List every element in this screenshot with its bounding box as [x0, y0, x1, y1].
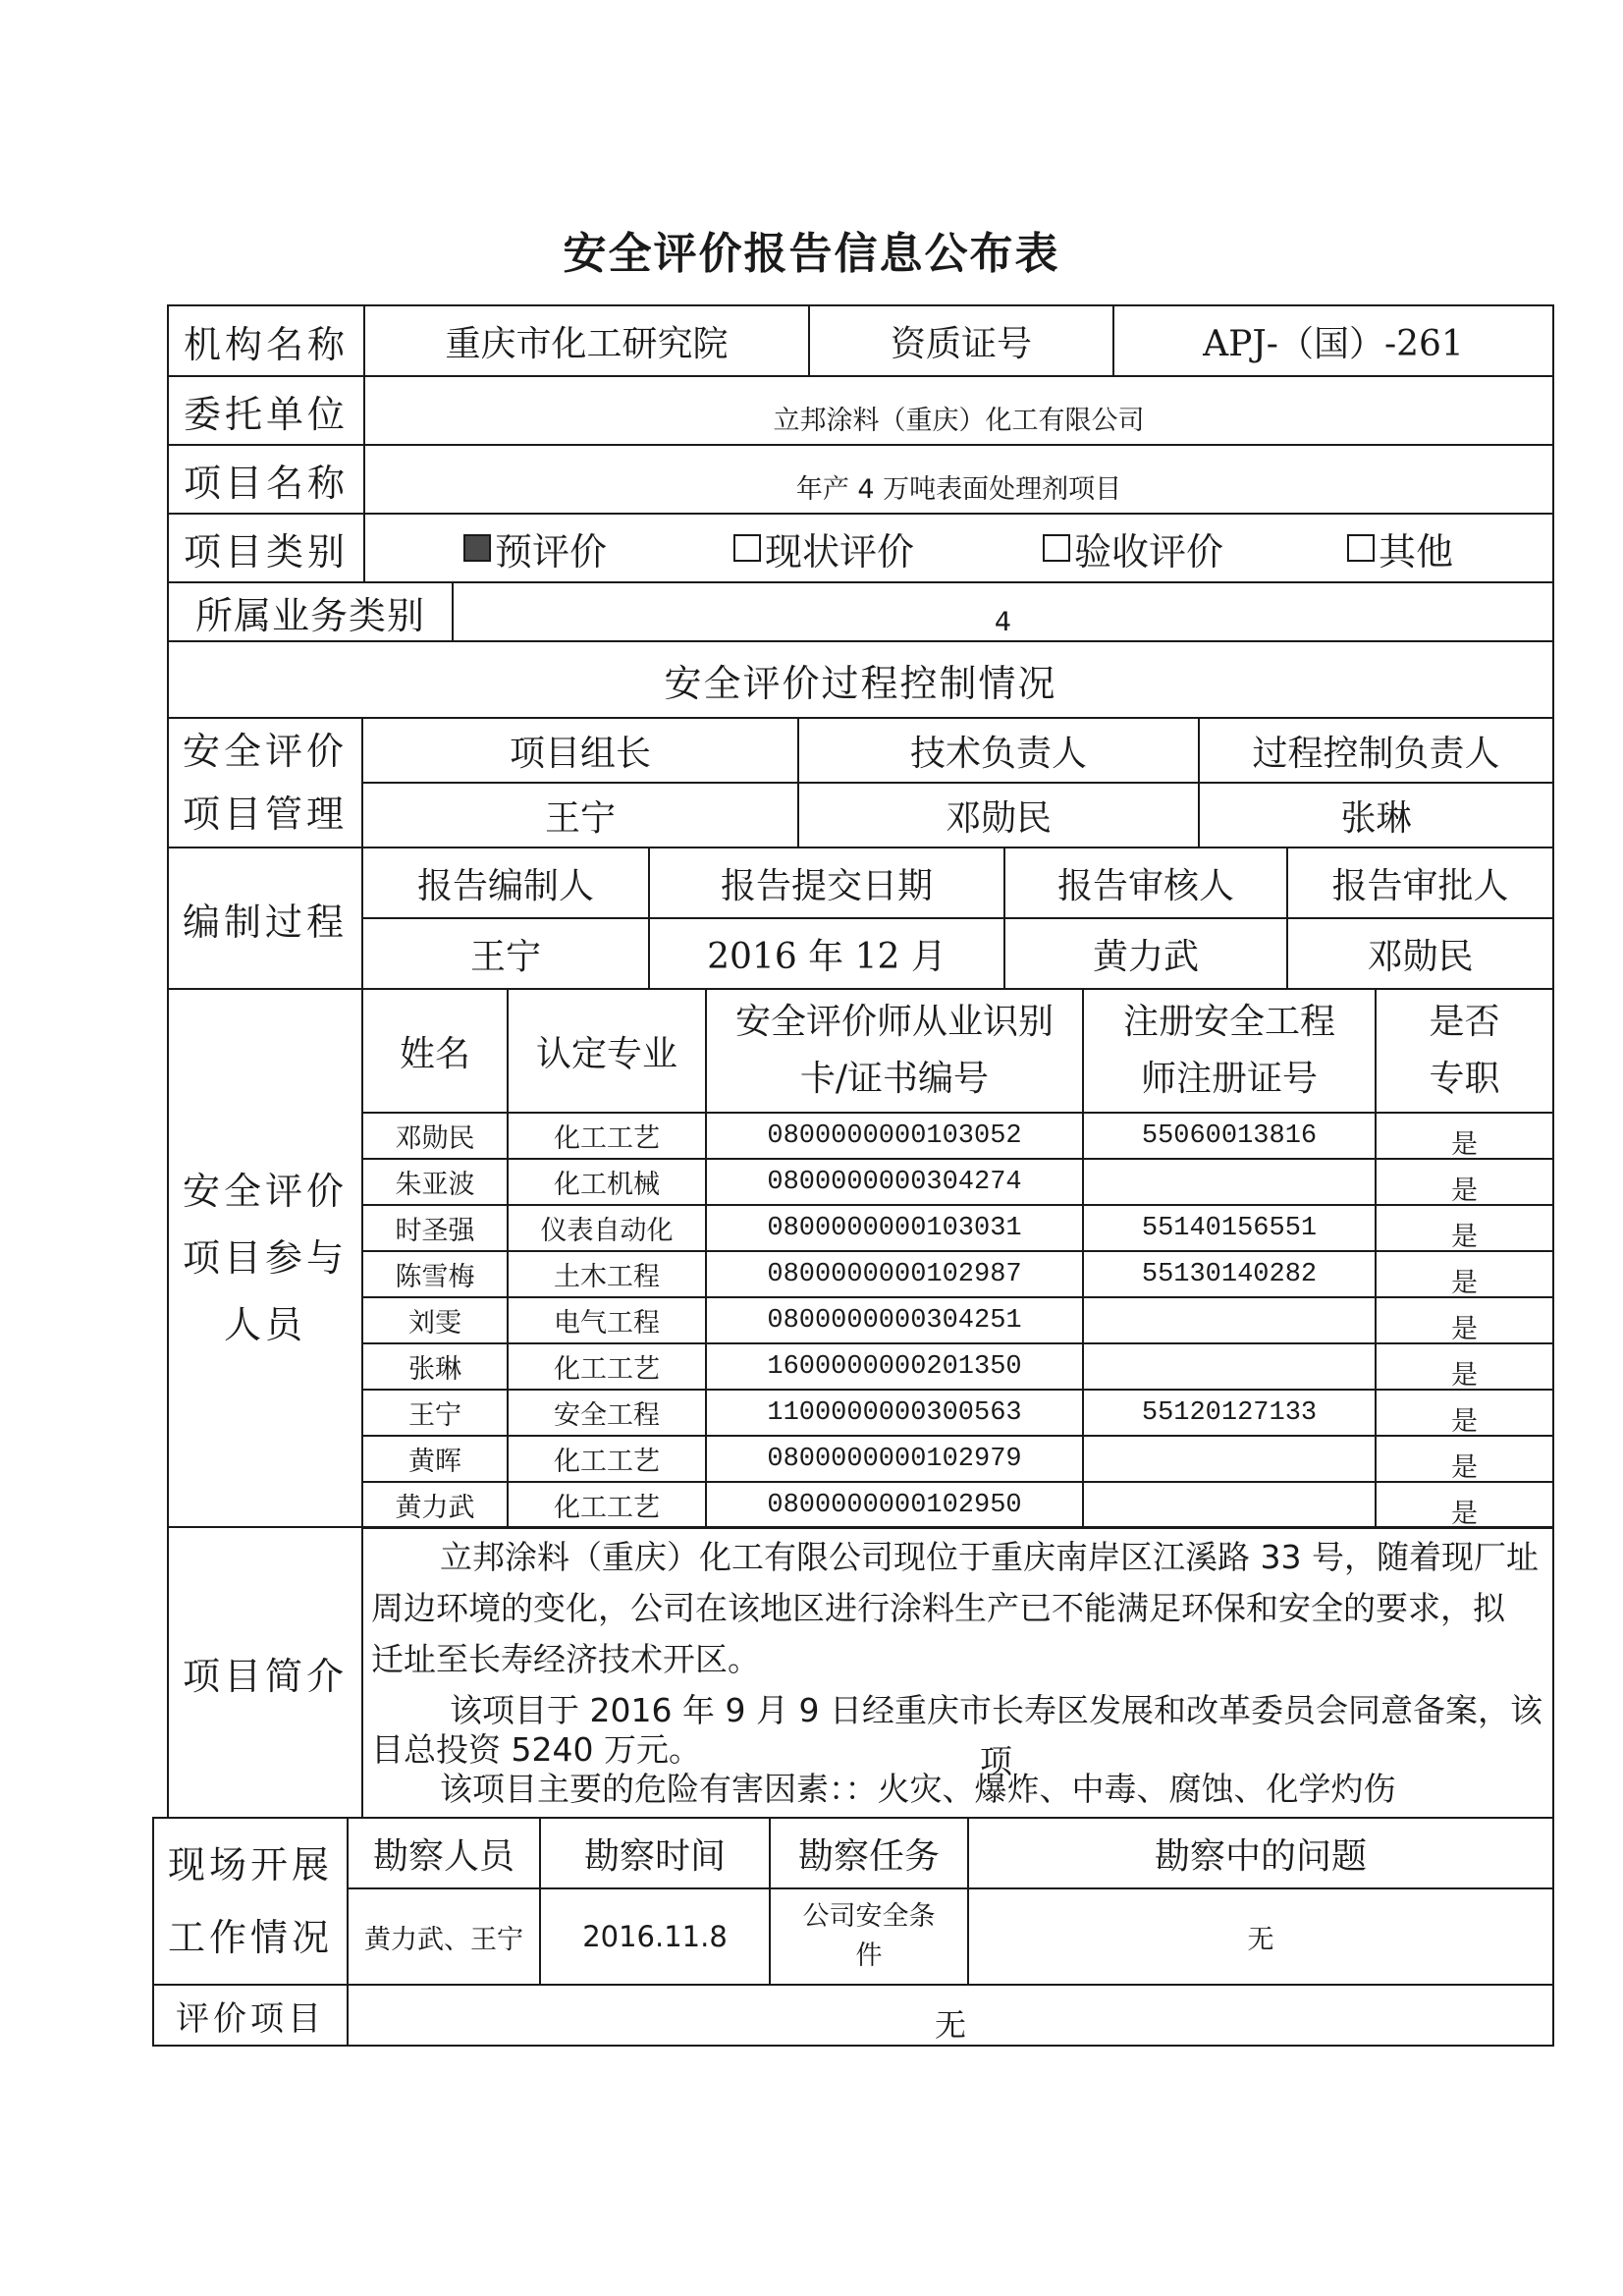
project-name-value: 年产 4 万吨表面处理剂项目 [363, 444, 1554, 515]
option-label: 预评价 [495, 529, 608, 574]
participant-specialty-cell: 化工机械 [507, 1158, 707, 1206]
option-status-evaluation[interactable] [733, 515, 914, 581]
checkbox-empty-icon[interactable] [733, 534, 761, 562]
task-line: 公司安全条 [802, 1901, 936, 1932]
participant-specialty-cell: 仪表自动化 [507, 1204, 707, 1252]
business-category-label: 所属业务类别 [167, 581, 454, 642]
participant-specialty-cell: 土木工程 [507, 1250, 707, 1298]
checkbox-empty-icon[interactable] [1347, 534, 1375, 562]
summary-para2-line2: 目总投资 5240 万元。 [371, 1730, 701, 1769]
participant-fulltime-cell: 是 [1375, 1250, 1554, 1298]
evaluation-items-value: 无 [347, 1984, 1554, 2047]
participant-fulltime-cell: 是 [1375, 1342, 1554, 1391]
mgmt-header-tech: 技术负责人 [797, 717, 1200, 784]
comp-value-author: 王宁 [361, 917, 650, 990]
participant-card-cell: 0800000000102950 [705, 1481, 1084, 1529]
participant-reg-cell [1082, 1296, 1377, 1344]
site-value-task [769, 1887, 969, 1986]
header-specialty: 认定专业 [507, 988, 707, 1114]
label-line: 项目参与 [182, 1236, 348, 1280]
org-value: 重庆市化工研究院 [363, 304, 810, 377]
site-header-staff: 勘察人员 [347, 1817, 541, 1889]
participant-card-cell: 0800000000103052 [705, 1112, 1084, 1160]
site-header-time: 勘察时间 [539, 1817, 771, 1889]
comp-header-reviewer: 报告审核人 [1003, 847, 1288, 919]
org-label: 机构名称 [167, 304, 365, 377]
document-title: 安全评价报告信息公布表 [563, 229, 1060, 279]
site-value-issues: 无 [967, 1887, 1554, 1986]
participant-fulltime-cell: 是 [1375, 1158, 1554, 1206]
site-work-label [152, 1817, 349, 1986]
header-card [705, 988, 1084, 1114]
header-line: 注册安全工程 [1122, 1002, 1335, 1042]
participant-reg-cell [1082, 1158, 1377, 1206]
mgmt-value-leader: 王宁 [361, 782, 799, 848]
label-line: 项目管理 [182, 793, 348, 836]
cert-value: APJ-（国）-261 [1112, 304, 1554, 377]
participant-specialty-cell: 化工工艺 [507, 1435, 707, 1483]
participant-reg-cell [1082, 1435, 1377, 1483]
participants-label [167, 988, 363, 1528]
participant-name-cell: 黄力武 [361, 1481, 509, 1529]
project-type-label: 项目类别 [167, 513, 365, 583]
cert-label: 资质证号 [808, 304, 1114, 377]
participant-specialty-cell: 安全工程 [507, 1389, 707, 1437]
header-fulltime [1375, 988, 1554, 1114]
participant-specialty-cell: 化工工艺 [507, 1342, 707, 1391]
site-value-time: 2016.11.8 [539, 1887, 771, 1986]
option-label: 其他 [1379, 529, 1454, 574]
option-label: 现状评价 [765, 529, 915, 574]
participant-reg-cell [1082, 1342, 1377, 1391]
label-line: 安全评价 [182, 1170, 348, 1213]
participant-card-cell: 0800000000103031 [705, 1204, 1084, 1252]
task-line: 件 [855, 1941, 883, 1971]
participant-specialty-cell: 化工工艺 [507, 1481, 707, 1529]
option-acceptance-evaluation[interactable] [1043, 515, 1223, 581]
label-line: 安全评价 [182, 730, 348, 773]
summary-para1-line2: 周边环境的变化，公司在该地区进行涂料生产已不能满足环保和安全的要求，拟 [371, 1589, 1505, 1627]
participant-name-cell: 时圣强 [361, 1204, 509, 1252]
summary-label: 项目简介 [167, 1526, 363, 1819]
project-name-label: 项目名称 [167, 444, 365, 515]
comp-value-approver: 邓勋民 [1286, 917, 1554, 990]
header-line: 卡/证书编号 [799, 1059, 990, 1099]
mgmt-header-leader: 项目组长 [361, 717, 799, 784]
summary-para1-line3: 迁址至长寿经济技术开区。 [371, 1640, 760, 1678]
participant-fulltime-cell: 是 [1375, 1435, 1554, 1483]
participant-name-cell: 黄晖 [361, 1435, 509, 1483]
participant-card-cell: 0800000000304274 [705, 1158, 1084, 1206]
mgmt-value-tech: 邓勋民 [797, 782, 1200, 848]
participant-fulltime-cell: 是 [1375, 1296, 1554, 1344]
option-label: 验收评价 [1074, 529, 1224, 574]
comp-header-date: 报告提交日期 [648, 847, 1005, 919]
participant-specialty-cell: 化工工艺 [507, 1112, 707, 1160]
participant-name-cell: 王宁 [361, 1389, 509, 1437]
header-line: 是否 [1429, 1002, 1500, 1042]
comp-value-date: 2016 年 12 月 [648, 917, 1005, 990]
participant-reg-cell: 55140156551 [1082, 1204, 1377, 1252]
participant-card-cell: 0800000000102979 [705, 1435, 1084, 1483]
participant-name-cell: 张琳 [361, 1342, 509, 1391]
participant-name-cell: 刘雯 [361, 1296, 509, 1344]
participant-card-cell: 0800000000102987 [705, 1250, 1084, 1298]
participant-reg-cell: 55060013816 [1082, 1112, 1377, 1160]
checkbox-checked-icon[interactable] [463, 534, 491, 562]
participant-card-cell: 0800000000304251 [705, 1296, 1084, 1344]
participant-reg-cell: 55130140282 [1082, 1250, 1377, 1298]
label-line: 现场开展 [167, 1843, 333, 1886]
participant-reg-cell: 55120127133 [1082, 1389, 1377, 1437]
project-type-options [363, 513, 1554, 583]
checkbox-empty-icon[interactable] [1043, 534, 1070, 562]
option-pre-evaluation[interactable] [463, 515, 607, 581]
site-value-staff: 黄力武、王宁 [347, 1887, 541, 1986]
summary-para2-line1: 该项目于 2016 年 9 月 9 日经重庆市长寿区发展和改革委员会同意备案，该项 [450, 1691, 1542, 1780]
evaluation-items-label: 评价项目 [152, 1984, 349, 2047]
participant-fulltime-cell: 是 [1375, 1204, 1554, 1252]
participant-card-cell: 1100000000300563 [705, 1389, 1084, 1437]
option-other[interactable] [1347, 515, 1453, 581]
comp-header-author: 报告编制人 [361, 847, 650, 919]
comp-header-approver: 报告审批人 [1286, 847, 1554, 919]
header-line: 安全评价师从业识别 [734, 1002, 1054, 1042]
site-header-issues: 勘察中的问题 [967, 1817, 1554, 1889]
site-header-task: 勘察任务 [769, 1817, 969, 1889]
client-label: 委托单位 [167, 375, 365, 446]
business-category-value: 4 [452, 581, 1554, 642]
header-name: 姓名 [361, 988, 509, 1114]
label-line: 工作情况 [167, 1916, 333, 1959]
mgmt-value-process: 张琳 [1198, 782, 1554, 848]
participant-card-cell: 1600000000201350 [705, 1342, 1084, 1391]
label-line: 人员 [223, 1303, 306, 1346]
comp-value-reviewer: 黄力武 [1003, 917, 1288, 990]
mgmt-header-process: 过程控制负责人 [1198, 717, 1554, 784]
management-label [167, 717, 363, 848]
participant-fulltime-cell: 是 [1375, 1112, 1554, 1160]
participant-reg-cell [1082, 1481, 1377, 1529]
participant-name-cell: 邓勋民 [361, 1112, 509, 1160]
client-value: 立邦涂料（重庆）化工有限公司 [363, 375, 1554, 446]
summary-para1-line1: 立邦涂料（重庆）化工有限公司现位于重庆南岸区江溪路 33 号，随着现厂址 [440, 1538, 1539, 1576]
summary-content [361, 1526, 1554, 1819]
summary-para3: 该项目主要的危险有害因素：：火灾、爆炸、中毒、腐蚀、化学灼伤 [440, 1770, 1396, 1808]
participant-name-cell: 陈雪梅 [361, 1250, 509, 1298]
header-line: 师注册证号 [1140, 1059, 1318, 1099]
compilation-label: 编制过程 [167, 847, 363, 990]
process-section-title: 安全评价过程控制情况 [167, 640, 1554, 719]
header-reg [1082, 988, 1377, 1114]
participant-name-cell: 朱亚波 [361, 1158, 509, 1206]
participant-fulltime-cell: 是 [1375, 1389, 1554, 1437]
participant-specialty-cell: 电气工程 [507, 1296, 707, 1344]
header-line: 专职 [1429, 1059, 1500, 1099]
participant-fulltime-cell: 是 [1375, 1481, 1554, 1529]
